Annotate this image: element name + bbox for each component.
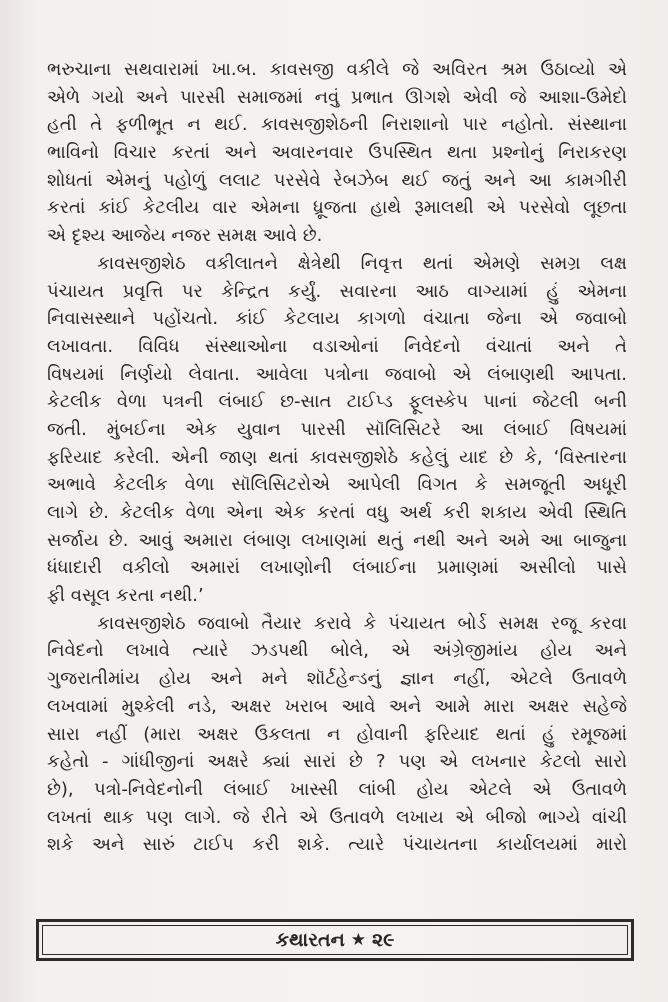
text-line: લખાવતા. વિવિધ સંસ્થાઓના વડાઓનાં નિવેદનો વંચાતાં અને તે [47,335,627,357]
text-line: શકે અને સારું ટાઈપ કરી શકે. ત્યારે પંચાયતના કાર્યાલયમાં મારો [47,834,627,856]
paragraph-2 [47,250,627,610]
page-footer [36,919,634,961]
text-line: ધંધાદારી વકીલો અમારાં લખાણોની લંબાઈના પ્રમાણમાં અસીલો પાસે [47,557,627,579]
text-line: ફરિયાદ કરેલી. એની જાણ થતાં કાવસજીશેઠે કહેલું યાદ છે કે, ‘વિસ્તારના [47,446,627,468]
paragraph-3 [47,610,627,859]
text-line: ગુજરાતીમાંય હોય અને મને શૉર્ટહેન્ડનું જ્ઞાન નહીં, એટલે ઉતાવળે [47,668,627,690]
page-body-text [47,56,627,859]
text-line: કરતાં કાંઈ કેટલીય વાર એમના ધ્રૂજતા હાથે રૂમાલથી એ પરસેવો લૂછતા [47,197,627,219]
text-line: કેટલીક વેળા પત્રની લંબાઈ છ-સાત ટાઈપ્ડ ફૂલસ્કેપ પાનાં જેટલી બની [47,391,627,413]
star-icon: ★ [350,930,367,950]
text-line: નિવેદનો લખાવે ત્યારે ઝડપથી બોલે, એ અંગ્રેજીમાંય હોય અને [47,640,627,662]
text-line: એળે ગયો અને પારસી સમાજમાં નવું પ્રભાત ઊગશે એવી જે આશા-ઉમેદો [47,86,627,108]
text-line: વિષયમાં નિર્ણયો લેવાતા. આવેલા પત્રોના જવાબો એ લંબાણથી આપતા. [47,363,627,385]
text-line: એ દૃશ્ય આજેય નજર સમક્ષ આવે છે. [47,225,323,247]
text-line: હતી તે ફળીભૂત ન થઈ. કાવસજીશેઠની નિરાશાનો પાર નહોતો. સંસ્થાના [47,114,627,136]
book-title: કથારતન [275,929,345,951]
text-line: જતી. મુંબઈના એક યુવાન પારસી સૉલિસિટરે આ લંબાઈ વિષયમાં [47,418,627,440]
text-line: ફી વસૂલ કરતા નથી.’ [47,585,204,607]
text-line: છે), પત્રો-નિવેદનોની લંબાઈ ખાસ્સી લાંબી હોય એટલે એ ઉતાવળે [47,778,627,800]
text-line: કાવસજીશેઠ વકીલાતને ક્ષેત્રેથી નિવૃત્ત થતાં એમણે સમગ્ર લક્ષ [97,252,627,274]
text-line: સર્જાય છે. આવું અમારા લંબાણ લખાણમાં થતું નથી અને અમે આ બાજુના [47,529,627,551]
paragraph-1 [47,56,627,250]
text-line: કાવસજીશેઠ જવાબો તૈયાર કરાવે કે પંચાયત બોર્ડ સમક્ષ રજૂ કરવા [97,612,627,634]
text-line: લાગે છે. કેટલીક વેળા એના એક કરતાં વધુ અર્થ કરી શકાય એવી સ્થિતિ [47,502,627,523]
text-line: લખવામાં મુશ્કેલી નડે, અક્ષર ખરાબ આવે અને આમે મારા અક્ષર સહેજે [47,695,627,717]
text-line: કહેતો - ગાંધીજીનાં અક્ષરે ક્યાં સારાં છે ? પણ એ લખનાર કેટલો સારો [47,751,627,773]
page-number: ૨૯ [372,929,395,951]
text-line: ભરુચાના સથવારામાં ખા.બ. કાવસજી વકીલે જે અવિરત શ્રમ ઉઠાવ્યો એ [47,59,627,80]
footer-label [276,929,395,951]
text-line: સારા નહીં (મારા અક્ષર ઉકલતા ન હોવાની ફરિયાદ થતાં હું રમૂજમાં [47,723,627,745]
text-line: નિવાસસ્થાને પહોંચતો. કાંઈ કેટલાય કાગળો વંચાતા જેના એ જવાબો [47,308,627,330]
text-line: શોધતાં એમનું પહોળું લલાટ પરસેવે રેબઝેબ થઈ જતું અને આ કામગીરી [47,169,627,191]
text-line: પંચાયત પ્રવૃત્તિ પર કેન્દ્રિત કર્યું. સવારના આઠ વાગ્યામાં હું એમના [47,280,627,302]
text-line: અભાવે કેટલીક વેળા સૉલિસિટરોએ આપેલી વિગત કે સમજૂતી અધૂરી [47,474,627,496]
text-line: ભાવિનો વિચાર કરતાં અને અવારનવાર ઉપસ્થિત થતા પ્રશ્નોનું નિરાકરણ [47,142,627,164]
text-line: લખતાં થાક પણ લાગે. જે રીતે એ ઉતાવળે લખાય એ બીજો ભાગ્યે વાંચી [47,806,627,828]
